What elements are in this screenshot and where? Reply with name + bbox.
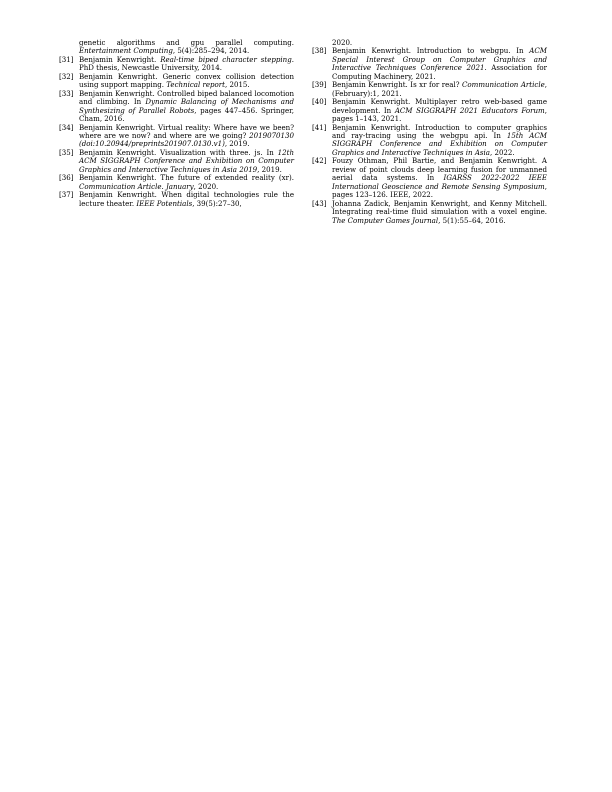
- reference-text: , 5(4):285–294, 2014.: [172, 46, 250, 56]
- reference-venue-italic: ACM Special Interest Group on Computer Graphics and Interactive Techniques Conference 2021: [332, 46, 547, 73]
- reference-entry: [312, 98, 547, 123]
- reference-number: [37]: [59, 190, 74, 200]
- reference-entry: [312, 124, 547, 158]
- reference-text: Fouzy Othman, Phil Bartie, and Benjamin Kenwright. A review of point clouds deep learning fusion for unmanned aerial data systems. In: [332, 156, 547, 183]
- reference-text: , 2019.: [224, 139, 250, 149]
- reference-entry: [59, 149, 294, 174]
- reference-text: , pages 447–456. Springer, Cham, 2016.: [79, 105, 294, 124]
- references-column-right: [312, 39, 547, 225]
- reference-venue-italic: IGARSS 2022-2022 IEEE International Geoscience and Remote Sensing Symposium: [332, 173, 547, 191]
- reference-number: [38]: [312, 46, 327, 56]
- reference-text: Benjamin Kenwright. Virtual reality: Where have we been? where are we now? and where are we going?: [79, 122, 294, 140]
- references-column-left: [59, 39, 294, 208]
- reference-text: , 39(5):27–30,: [192, 198, 242, 208]
- reference-number: [34]: [59, 122, 74, 132]
- reference-entry: [59, 191, 294, 208]
- reference-text: , 2020.: [193, 181, 219, 191]
- reference-number: [32]: [59, 71, 74, 81]
- reference-text: . Association for Computing Machinery, 2021.: [332, 63, 547, 81]
- reference-entry: [59, 174, 294, 191]
- reference-text: , 2015.: [225, 80, 250, 90]
- reference-venue-italic: ACM SIGGRAPH 2021 Educators Forum: [394, 105, 545, 115]
- reference-text: Benjamin Kenwright. Multiplayer retro web-based game development. In: [332, 97, 547, 115]
- reference-venue-italic: Entertainment Computing: [79, 46, 173, 56]
- reference-text: , pages 1–143, 2021.: [332, 105, 547, 124]
- reference-text: Benjamin Kenwright. Visualization with three. js. In: [79, 147, 278, 157]
- reference-venue-italic: Real-time biped character stepping: [160, 54, 292, 64]
- reference-text: Benjamin Kenwright. Introduction to webgpu. In: [332, 46, 530, 56]
- reference-number: [43]: [312, 198, 327, 208]
- reference-text: , 5(1):55–64, 2016.: [438, 215, 506, 225]
- reference-text: Benjamin Kenwright. The future of extended reality (xr).: [79, 173, 294, 183]
- reference-venue-italic: 15th ACM SIGGRAPH Conference and Exhibition on Computer Graphics and Interactive Techniques in Asia: [332, 130, 547, 157]
- reference-entry: [59, 90, 294, 124]
- reference-venue-italic: Dynamic Balancing of Mechanisms and Synthesizing of Parallel Robots: [79, 97, 295, 115]
- reference-venue-italic: Communication Article. January: [79, 181, 194, 191]
- reference-text: . PhD thesis, Newcastle University, 2014.: [79, 54, 294, 73]
- reference-venue-italic: The Computer Games Journal: [332, 215, 439, 225]
- reference-text: Benjamin Kenwright. When digital technologies rule the lecture theater.: [79, 190, 294, 208]
- reference-text: , pages 123–126. IEEE, 2022.: [332, 181, 547, 200]
- reference-entry: [59, 39, 294, 56]
- reference-text: , (February):1, 2021.: [332, 80, 548, 98]
- reference-text: , 2022.: [489, 147, 515, 157]
- reference-venue-italic: 2019070130 (doi:10.20944/preprints201907.0130.v1): [79, 130, 294, 149]
- reference-text: 2020.: [332, 38, 353, 47]
- reference-number: [41]: [312, 122, 327, 132]
- reference-venue-italic: IEEE Potentials: [136, 198, 193, 208]
- reference-venue-italic: Communication Article: [462, 80, 545, 90]
- reference-number: [35]: [59, 147, 74, 157]
- reference-text: Benjamin Kenwright. Controlled biped balanced locomotion and climbing. In: [79, 88, 294, 107]
- reference-text: , 2019.: [257, 164, 282, 174]
- reference-entry: [59, 124, 294, 149]
- reference-entry: [312, 157, 547, 199]
- reference-venue-italic: 12th ACM SIGGRAPH Conference and Exhibition on Computer Graphics and Interactive Techniques in Asia 2019: [79, 147, 294, 174]
- reference-number: [33]: [59, 88, 74, 98]
- reference-entry: [59, 56, 294, 73]
- reference-number: [31]: [59, 54, 74, 64]
- reference-text: Benjamin Kenwright. Generic convex collision detection using support mapping.: [79, 71, 294, 90]
- reference-text: Benjamin Kenwright. Introduction to computer graphics and ray-tracing using the webgpu api. In: [332, 122, 547, 140]
- reference-number: [42]: [312, 156, 327, 166]
- reference-number: [36]: [59, 173, 74, 183]
- reference-text: Benjamin Kenwright. Is xr for real?: [332, 80, 462, 90]
- reference-number: [40]: [312, 97, 327, 107]
- reference-entry: [59, 73, 294, 90]
- reference-number: [39]: [312, 80, 327, 90]
- reference-text: Benjamin Kenwright.: [79, 54, 161, 64]
- reference-venue-italic: Technical report: [166, 80, 225, 90]
- reference-text: Johanna Zadick, Benjamin Kenwright, and Kenny Mitchell. Integrating real-time fluid simulation with a voxel engine.: [332, 198, 547, 217]
- reference-entry: [312, 81, 547, 98]
- reference-entry: [312, 47, 547, 81]
- reference-entry: [312, 200, 547, 225]
- reference-text: genetic algorithms and gpu parallel computing.: [79, 38, 294, 47]
